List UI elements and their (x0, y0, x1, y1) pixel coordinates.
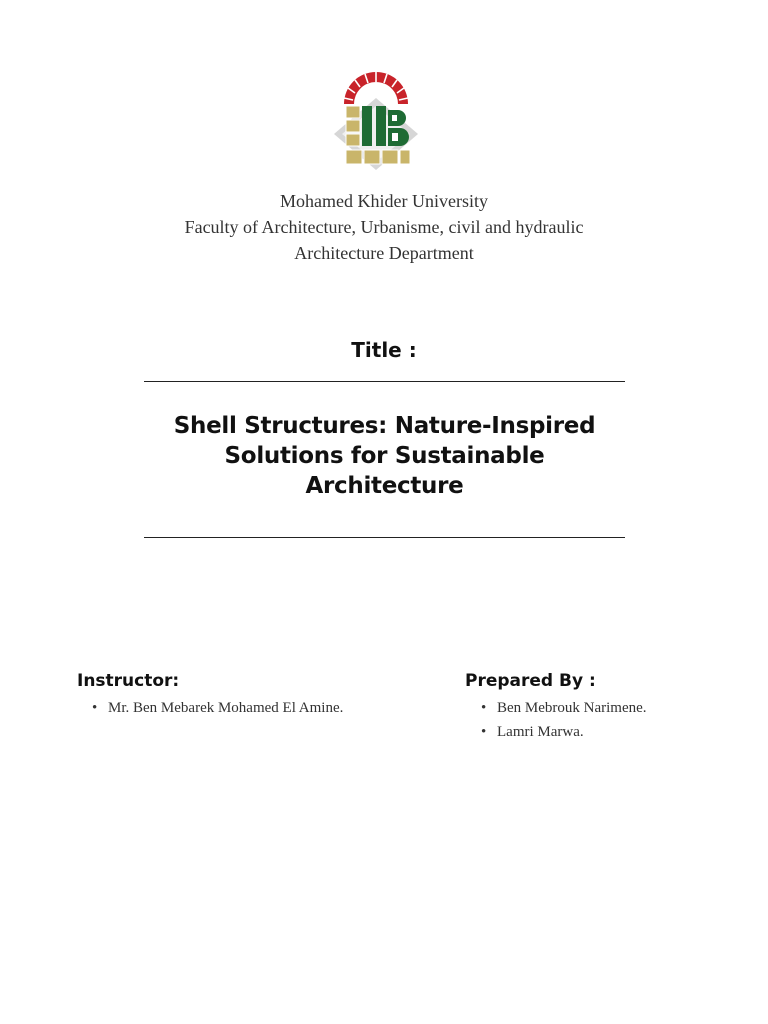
document-title (144, 411, 625, 501)
bullet-icon: • (481, 700, 487, 716)
instructor-list (86, 696, 343, 720)
title-bottom-divider (144, 537, 625, 538)
author-name: Lamri Marwa. (497, 724, 584, 740)
faculty-name: Faculty of Architecture, Urbanisme, civil and hydraulic (184, 217, 584, 237)
bullet-icon: • (92, 700, 98, 716)
instructor-name: Mr. Ben Mebarek Mohamed El Amine. (108, 700, 344, 716)
title-line: Shell Structures: Nature-Inspired (173, 413, 596, 439)
department-name: Architecture Department (294, 243, 474, 263)
university-logo (330, 70, 422, 170)
title-line: Solutions for Sustainable (224, 443, 545, 469)
title-label: Title : (351, 338, 417, 362)
prepared-by-list (475, 696, 647, 744)
bullet-icon: • (481, 724, 487, 740)
university-name: Mohamed Khider University (280, 191, 488, 211)
list-item (475, 720, 647, 744)
prepared-by-heading: Prepared By : (465, 671, 596, 691)
instructor-heading: Instructor: (77, 671, 180, 691)
title-top-divider (144, 381, 625, 382)
author-name: Ben Mebrouk Narimene. (497, 700, 647, 716)
list-item (86, 696, 343, 720)
title-line: Architecture (305, 473, 464, 499)
list-item (475, 696, 647, 720)
